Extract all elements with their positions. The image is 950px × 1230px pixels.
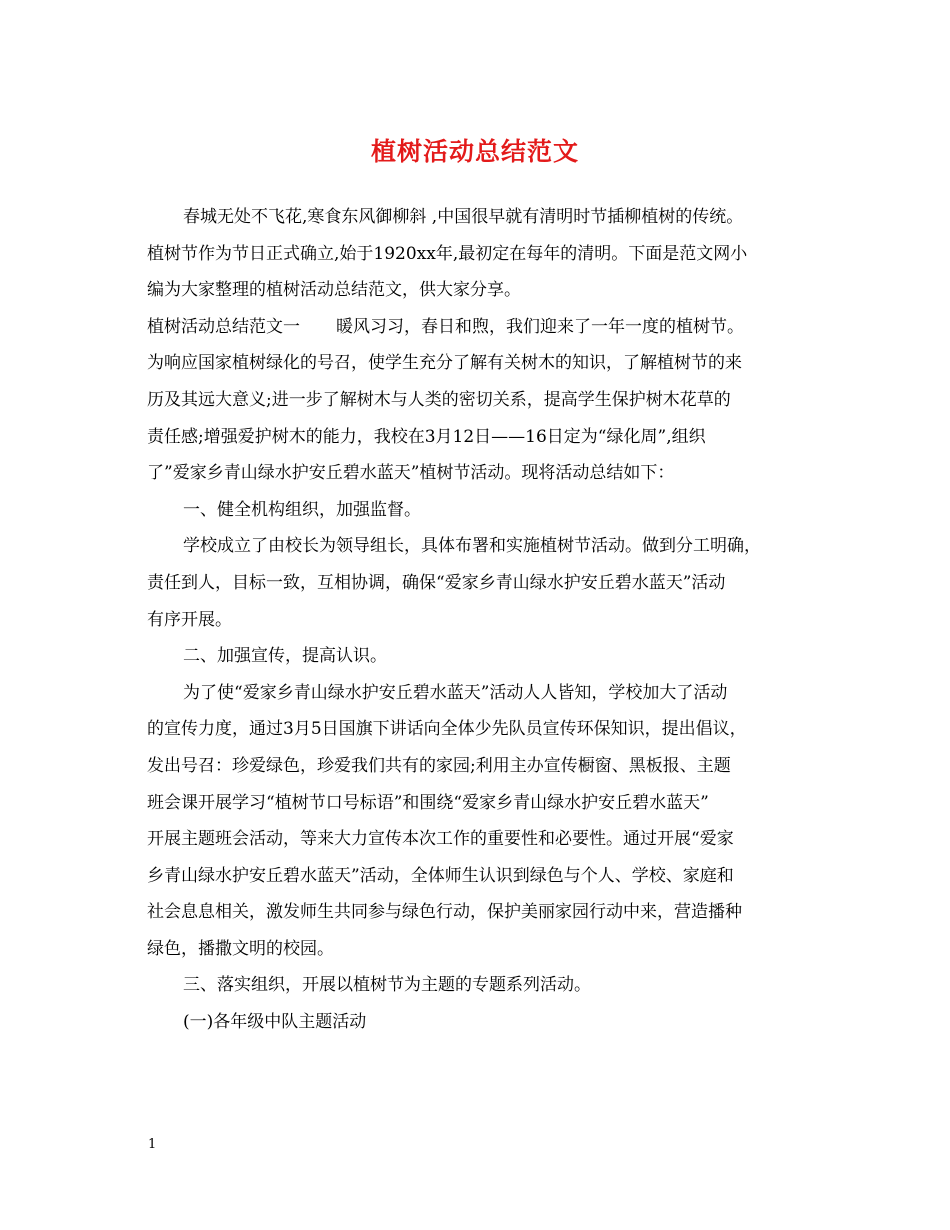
paragraph-line: 历及其远大意义;进一步了解树木与人类的密切关系，提高学生保护树木花草的 [147,389,731,410]
paragraph-line: 编为大家整理的植树活动总结范文，供大家分享。 [147,280,521,301]
paragraph-line: 为响应国家植树绿化的号召，使学生充分了解有关树木的知识，了解植树节的来 [147,353,742,374]
section-heading: 植树活动总结范文一 [147,316,300,337]
paragraph-line: 学校成立了由校长为领导组长，具体布署和实施植树节活动。做到分工明确， [183,536,761,557]
paragraph-line: 有序开展。 [147,609,232,630]
paragraph-line: 了”爱家乡青山绿水护安丘碧水蓝天”植树节活动。现将活动总结如下： [147,463,675,484]
page-number: 1 [148,1137,157,1152]
paragraph-text: 暖风习习，春日和煦，我们迎来了一年一度的植树节。 [336,316,744,337]
paragraph-line: 开展主题班会活动，等来大力宣传本次工作的重要性和必要性。通过开展“爱家 [147,829,734,850]
subheading-line: 二、加强宣传，提高认识。 [183,646,387,667]
document-body [147,199,807,1041]
paragraph-line: 班会课开展学习“植树节口号标语”和围绕“爱家乡青山绿水护安丘碧水蓝天” [147,792,709,813]
paragraph-line: 绿色，播撒文明的校园。 [147,938,334,959]
paragraph-line: 植树节作为节日正式确立,始于1920xx年,最初定在每年的清明。下面是范文网小 [147,243,748,264]
subheading-line: 三、落实组织，开展以植树节为主题的专题系列活动。 [183,975,591,996]
document-title: 植树活动总结范文 [370,137,579,166]
section-heading-line [147,309,807,346]
paragraph-line: 春城无处不飞花,寒食东风御柳斜 ,中国很早就有清明时节插柳植树的传统。 [183,207,744,227]
subheading-line: 一、健全机构组织，加强监督。 [183,499,421,520]
paragraph-line: 发出号召：珍爱绿色，珍爱我们共有的家园;利用主办宣传橱窗、黑板报、主题 [147,755,731,776]
paragraph-line: 乡青山绿水护安丘碧水蓝天”活动，全体师生认识到绿色与个人、学校、家庭和 [147,865,734,886]
paragraph-line: 社会息息相关，激发师生共同参与绿色行动，保护美丽家园行动中来，营造播种 [147,902,742,923]
paragraph-line: 为了使“爱家乡青山绿水护安丘碧水蓝天”活动人人皆知，学校加大了活动 [183,682,728,703]
paragraph-line: 的宣传力度，通过3月5日国旗下讲话向全体少先队员宣传环保知识，提出倡议， [147,719,747,740]
paragraph-line: 责任到人，目标一致，互相协调，确保“爱家乡青山绿水护安丘碧水蓝天”活动 [147,572,726,593]
subheading-line: (一)各年级中队主题活动 [183,1012,367,1033]
paragraph-line: 责任感;增强爱护树木的能力，我校在3月12日——16日定为“绿化周”,组织 [147,426,706,447]
